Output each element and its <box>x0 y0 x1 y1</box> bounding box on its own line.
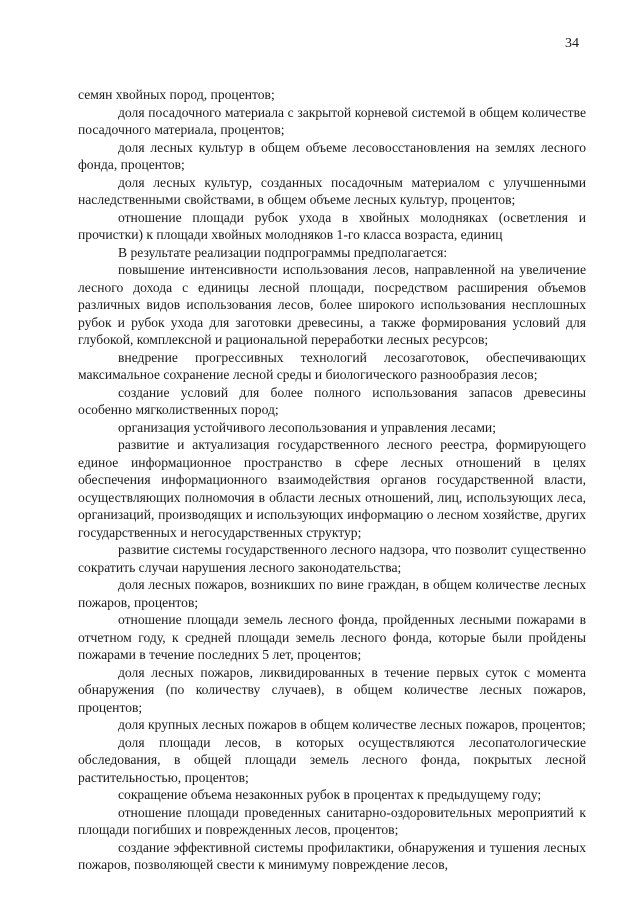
page-number: 34 <box>565 36 579 51</box>
paragraph: повышение интенсивности использования лесов, направленной на увеличение лесного дохода с единицы лесной площади, посредством расширения объемов различных видов использования лесов, более широкого использования несплошных рубок и рубок ухода для заготовки древесины, а также формирования условий для глубокой, комплексной и рациональной переработки лесных ресурсов; <box>78 262 586 347</box>
paragraph: внедрение прогрессивных технологий лесозаготовок, обеспечивающих максимальное сохранение лесной среды и биологического разнообразия лесов; <box>78 349 586 382</box>
paragraph: развитие системы государственного лесного надзора, что позволит существенно сократить случаи нарушения лесного законодательства; <box>78 542 586 575</box>
paragraph: создание эффективной системы профилактики, обнаружения и тушения лесных пожаров, позволяющей свести к минимуму повреждение лесов, <box>78 839 586 872</box>
paragraph: отношение площади земель лесного фонда, пройденных лесными пожарами в отчетном году, к средней площади земель лесного фонда, которые были пройдены пожарами в течение последних 5 лет, процентов; <box>78 612 586 662</box>
paragraph: создание условий для более полного использования запасов древесины особенно мягколиственных пород; <box>78 384 586 417</box>
paragraph: доля посадочного материала с закрытой корневой системой в общем количестве посадочного материала, процентов; <box>78 104 586 137</box>
paragraph: доля лесных культур, созданных посадочным материалом с улучшенными наследственными свойствами, в общем объеме лесных культур, процентов; <box>78 174 586 207</box>
paragraph: семян хвойных пород, процентов; <box>78 87 275 102</box>
paragraph: отношение площади рубок ухода в хвойных молодняках (осветления и прочистки) к площади хвойных молодняков 1-го класса возраста, единиц <box>78 209 586 242</box>
paragraph: доля лесных культур в общем объеме лесовосстановления на землях лесного фонда, процентов; <box>78 139 586 172</box>
paragraph: сокращение объема незаконных рубок в процентах к предыдущему году; <box>118 787 542 802</box>
paragraph: развитие и актуализация государственного лесного реестра, формирующего единое информационное пространство в сфере лесных отношений в целях обеспечения информационного взаимодействия органов государственной власти, осуществляющих полномочия в области лесных отношений, лиц, использующих леса, организаций, производящих и использующих информацию о лесном хозяйстве, других государственных и негосударственных структур; <box>78 437 586 540</box>
paragraph: отношение площади проведенных санитарно-оздоровительных мероприятий к площади погибших и поврежденных лесов, процентов; <box>78 804 586 837</box>
paragraph: организация устойчивого лесопользования и управления лесами; <box>118 419 496 435</box>
paragraph: В результате реализации подпрограммы предполагается: <box>118 244 448 260</box>
paragraph: доля лесных пожаров, возникших по вине граждан, в общем количестве лесных пожаров, процентов; <box>78 577 586 610</box>
paragraph: доля крупных лесных пожаров в общем количестве лесных пожаров, процентов; <box>118 717 586 732</box>
paragraph: доля лесных пожаров, ликвидированных в течение первых суток с момента обнаружения (по количеству случаев), в общем количестве лесных пожаров, процентов; <box>78 664 586 715</box>
paragraph: доля площади лесов, в которых осуществляются лесопатологические обследования, в общей площади земель лесного фонда, покрытых лесной растительностью, процентов; <box>78 734 586 785</box>
document-body <box>78 86 586 874</box>
